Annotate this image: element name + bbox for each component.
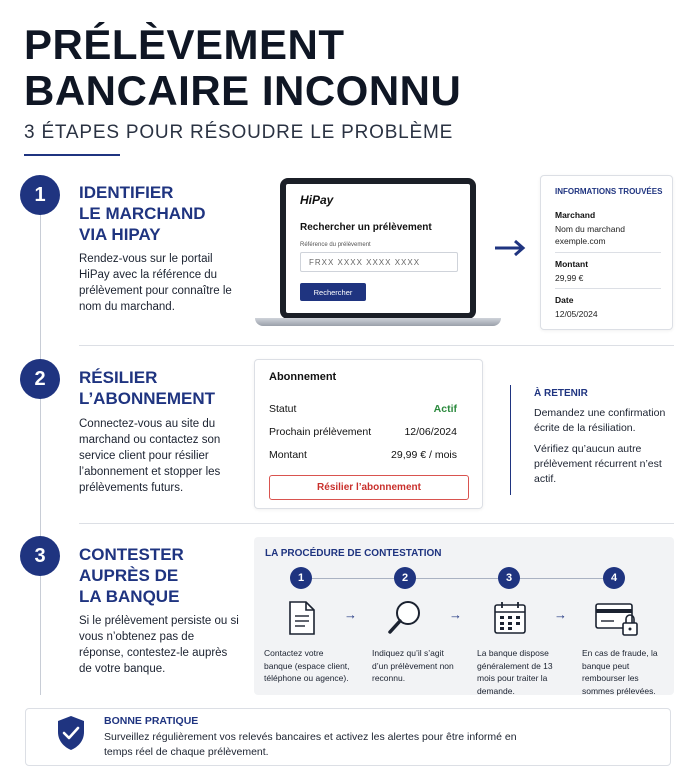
cancel-subscription-button[interactable]: Résilier l’abonnement [269,475,469,500]
amount-value: 29,99 € [555,273,584,283]
step-1-description: Rendez-vous sur le portail HiPay avec la référence du prélèvement pour connaître le nom du marchand. [79,253,232,313]
info-card-heading: INFORMATIONS TROUVÉES [555,187,663,196]
procedure-step-3-text: La banque dispose généralement de 13 mois pour traiter la demande. [477,648,553,696]
step-3-title-line: AUPRÈS DE [79,566,179,585]
note-point-2: Vérifiez qu’aucun autre prélèvement récurrent n’est actif. [534,443,662,485]
procedure-step-2-text: Indiquez qu’il s’agit d’un prélèvement non reconnu. [372,648,454,683]
amount-label: Montant [555,259,589,269]
arrow-right-icon [494,238,526,258]
magnifier-icon [387,598,425,636]
procedure-step-2-number: 2 [394,567,416,589]
procedure-step-3-number: 3 [498,567,520,589]
next-debit-row [269,426,457,438]
arrow-right-icon: → [344,607,357,622]
procedure-connector [305,578,615,579]
title-line-2: BANCAIRE INCONNU [24,67,462,114]
step-1-title [79,182,206,245]
section-divider [79,523,674,524]
step-3-description: Si le prélèvement persiste ou si vous n’obtenez pas de réponse, contestez-le auprès de votre banque. [79,615,239,675]
status-badge: Actif [433,403,457,415]
note-accent-bar [510,385,511,495]
shield-check-icon [56,715,86,751]
info-found-card [540,175,673,330]
section-divider [79,345,674,346]
document-icon [286,600,318,636]
step-2-title-line: RÉSILIER [79,368,158,387]
merchant-name: Nom du marchand [555,224,625,234]
step-2-title [79,367,215,409]
procedure-step-4-text: En cas de fraude, la banque peut rembourser les sommes prélevées. [582,648,658,696]
search-button[interactable]: Rechercher [300,283,366,301]
procedure-step-4-number: 4 [603,567,625,589]
next-debit-value: 12/06/2024 [404,426,457,438]
status-label: Statut [269,403,297,415]
portal-heading: Rechercher un prélèvement [300,222,432,233]
note-point-1: Demandez une confirmation écrite de la résiliation. [534,407,666,434]
title-rule [24,154,120,156]
laptop-screen [280,178,476,319]
amount-row [269,449,457,461]
divider [555,252,661,253]
status-row [269,403,457,415]
procedure-step-1-number: 1 [290,567,312,589]
date-label: Date [555,295,574,305]
amount-value: 29,99 € / mois [391,449,457,461]
subscription-title: Abonnement [269,371,337,383]
divider [555,288,661,289]
merchant-label: Marchand [555,210,596,220]
step-2-title-line: L’ABONNEMENT [79,389,215,408]
laptop-base [255,318,501,326]
step-1-title-line: VIA HIPAY [79,225,161,244]
merchant-site: exemple.com [555,236,606,246]
calendar-icon [492,600,528,636]
step-3-title [79,544,184,607]
reference-input[interactable]: FRXX XXXX XXXX XXXX [300,252,458,272]
card-lock-icon [594,601,640,637]
next-debit-label: Prochain prélèvement [269,426,372,438]
procedure-step-1-text: Contactez votre banque (espace client, téléphone ou agence). [264,648,350,683]
amount-label: Montant [269,449,307,461]
procedure-title: LA PROCÉDURE DE CONTESTATION [265,548,442,559]
step-3-title-line: CONTESTER [79,545,184,564]
step-1-title-line: IDENTIFIER [79,183,174,202]
step-2-description: Connectez-vous au site du marchand ou contactez son service client pour résilier l’abonnement et stopper les prélèvements futurs. [79,418,221,494]
step-2-number: 2 [20,359,60,399]
date-value: 12/05/2024 [555,309,598,319]
tip-title: BONNE PRATIQUE [104,715,199,727]
page-subtitle: 3 ÉTAPES POUR RÉSOUDRE LE PROBLÈME [24,122,454,143]
step-1-number: 1 [20,175,60,215]
step-3-number: 3 [20,536,60,576]
hipay-logo: HiPay [300,193,334,207]
hipay-portal [286,184,470,313]
timeline-line [40,195,41,695]
subscription-card [254,359,483,509]
note-title: À RETENIR [534,388,588,399]
tip-text: Surveillez régulièrement vos relevés bancaires et activez les alertes pour être informé en temps réel de chaque prélèvement. [104,731,517,758]
arrow-right-icon: → [449,607,462,622]
arrow-right-icon: → [554,607,567,622]
page-title [24,22,461,114]
step-3-title-line: LA BANQUE [79,587,180,606]
reference-label: Référence du prélèvement [300,242,371,248]
step-1-title-line: LE MARCHAND [79,204,206,223]
title-line-1: PRÉLÈVEMENT [24,21,345,68]
